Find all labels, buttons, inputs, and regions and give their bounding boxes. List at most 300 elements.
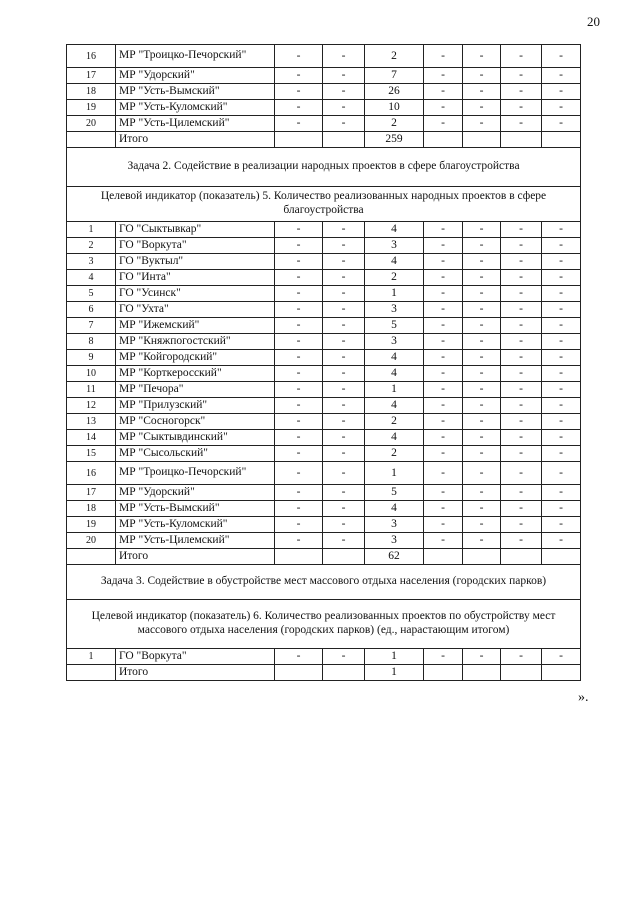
value-cell: - bbox=[542, 68, 581, 84]
municipality-name: МР "Усть-Цилемский" bbox=[116, 116, 275, 132]
empty-cell bbox=[67, 132, 116, 148]
value-cell: - bbox=[463, 286, 501, 302]
value-cell: - bbox=[424, 68, 463, 84]
value-cell: - bbox=[275, 222, 323, 238]
value-cell: - bbox=[501, 485, 542, 501]
row-number: 5 bbox=[67, 286, 116, 302]
table-row bbox=[67, 68, 581, 84]
value-cell: - bbox=[463, 398, 501, 414]
value-cell: - bbox=[424, 462, 463, 485]
value-cell: - bbox=[323, 302, 365, 318]
value-cell: - bbox=[275, 462, 323, 485]
value-cell: - bbox=[424, 382, 463, 398]
row-number: 16 bbox=[67, 462, 116, 485]
value-cell: - bbox=[542, 302, 581, 318]
value-cell: - bbox=[275, 100, 323, 116]
value-cell: - bbox=[275, 501, 323, 517]
value-cell: - bbox=[501, 222, 542, 238]
row-number: 19 bbox=[67, 517, 116, 533]
value-cell: - bbox=[275, 382, 323, 398]
value-cell: - bbox=[501, 517, 542, 533]
municipality-name: МР "Удорский" bbox=[116, 485, 275, 501]
value-cell: 7 bbox=[365, 68, 424, 84]
row-number: 18 bbox=[67, 84, 116, 100]
value-cell: - bbox=[275, 430, 323, 446]
value-cell: 4 bbox=[365, 366, 424, 382]
value-cell: 2 bbox=[365, 414, 424, 430]
value-cell: - bbox=[463, 649, 501, 665]
value-cell: 1 bbox=[365, 462, 424, 485]
value-cell: - bbox=[463, 350, 501, 366]
total-value: 259 bbox=[365, 132, 424, 148]
municipality-name: МР "Прилузский" bbox=[116, 398, 275, 414]
value-cell: - bbox=[463, 222, 501, 238]
value-cell: - bbox=[463, 45, 501, 68]
value-cell: - bbox=[501, 533, 542, 549]
empty-cell bbox=[275, 665, 323, 681]
municipality-name: МР "Койгородский" bbox=[116, 350, 275, 366]
row-number: 18 bbox=[67, 501, 116, 517]
municipality-name: МР "Ижемский" bbox=[116, 318, 275, 334]
value-cell: - bbox=[323, 462, 365, 485]
row-number: 17 bbox=[67, 68, 116, 84]
empty-cell bbox=[323, 549, 365, 565]
value-cell: - bbox=[275, 318, 323, 334]
empty-cell bbox=[501, 665, 542, 681]
value-cell: - bbox=[542, 116, 581, 132]
municipality-name: МР "Усть-Вымский" bbox=[116, 84, 275, 100]
table-row bbox=[67, 45, 581, 68]
table-row bbox=[67, 462, 581, 485]
value-cell: - bbox=[275, 649, 323, 665]
table-row bbox=[67, 366, 581, 382]
value-cell: - bbox=[542, 446, 581, 462]
value-cell: - bbox=[424, 100, 463, 116]
value-cell: - bbox=[323, 254, 365, 270]
row-number: 3 bbox=[67, 254, 116, 270]
value-cell: 10 bbox=[365, 100, 424, 116]
municipality-name: МР "Сосногорск" bbox=[116, 414, 275, 430]
municipality-name: МР "Троицко-Печорский" bbox=[116, 462, 275, 485]
total-label: Итого bbox=[116, 132, 275, 148]
value-cell: - bbox=[542, 350, 581, 366]
section-1-body bbox=[67, 45, 581, 148]
value-cell: - bbox=[501, 649, 542, 665]
empty-cell bbox=[501, 549, 542, 565]
municipality-name: МР "Княжпогостский" bbox=[116, 334, 275, 350]
row-number: 7 bbox=[67, 318, 116, 334]
value-cell: - bbox=[542, 485, 581, 501]
value-cell: - bbox=[323, 100, 365, 116]
row-number: 13 bbox=[67, 414, 116, 430]
value-cell: - bbox=[275, 286, 323, 302]
value-cell: - bbox=[323, 222, 365, 238]
value-cell: - bbox=[424, 254, 463, 270]
row-number: 20 bbox=[67, 533, 116, 549]
value-cell: - bbox=[501, 238, 542, 254]
row-number: 8 bbox=[67, 334, 116, 350]
table-row bbox=[67, 517, 581, 533]
value-cell: - bbox=[501, 318, 542, 334]
value-cell: - bbox=[463, 270, 501, 286]
table-row bbox=[67, 533, 581, 549]
value-cell: - bbox=[323, 334, 365, 350]
value-cell: - bbox=[542, 462, 581, 485]
value-cell: - bbox=[323, 350, 365, 366]
value-cell: 2 bbox=[365, 116, 424, 132]
value-cell: - bbox=[424, 116, 463, 132]
municipality-name: МР "Корткеросский" bbox=[116, 366, 275, 382]
value-cell: - bbox=[275, 350, 323, 366]
value-cell: - bbox=[542, 430, 581, 446]
row-number: 11 bbox=[67, 382, 116, 398]
value-cell: - bbox=[463, 68, 501, 84]
value-cell: - bbox=[501, 398, 542, 414]
value-cell: - bbox=[323, 318, 365, 334]
value-cell: - bbox=[463, 116, 501, 132]
value-cell: - bbox=[542, 649, 581, 665]
value-cell: - bbox=[323, 382, 365, 398]
row-number: 17 bbox=[67, 485, 116, 501]
table-row bbox=[67, 430, 581, 446]
value-cell: - bbox=[542, 286, 581, 302]
value-cell: 3 bbox=[365, 238, 424, 254]
value-cell: - bbox=[275, 334, 323, 350]
value-cell: - bbox=[463, 334, 501, 350]
table-row bbox=[67, 350, 581, 366]
row-number: 19 bbox=[67, 100, 116, 116]
value-cell: - bbox=[323, 116, 365, 132]
municipality-name: ГО "Воркута" bbox=[116, 649, 275, 665]
municipality-name: ГО "Воркута" bbox=[116, 238, 275, 254]
closing-mark: ». bbox=[578, 690, 589, 705]
value-cell: 4 bbox=[365, 398, 424, 414]
row-number: 15 bbox=[67, 446, 116, 462]
value-cell: 3 bbox=[365, 533, 424, 549]
value-cell: - bbox=[542, 382, 581, 398]
empty-cell bbox=[67, 665, 116, 681]
value-cell: - bbox=[424, 238, 463, 254]
value-cell: - bbox=[275, 45, 323, 68]
empty-cell bbox=[501, 132, 542, 148]
value-cell: - bbox=[501, 446, 542, 462]
value-cell: - bbox=[323, 446, 365, 462]
value-cell: 1 bbox=[365, 649, 424, 665]
empty-cell bbox=[323, 132, 365, 148]
value-cell: - bbox=[463, 446, 501, 462]
table-row bbox=[67, 485, 581, 501]
municipality-name: МР "Усть-Цилемский" bbox=[116, 533, 275, 549]
table-row bbox=[67, 302, 581, 318]
municipality-name: ГО "Ухта" bbox=[116, 302, 275, 318]
value-cell: - bbox=[542, 270, 581, 286]
table-row bbox=[67, 286, 581, 302]
value-cell: - bbox=[424, 286, 463, 302]
value-cell: - bbox=[424, 533, 463, 549]
value-cell: - bbox=[501, 462, 542, 485]
task-2-header bbox=[67, 148, 581, 222]
task-2-title: Задача 2. Содействие в реализации народных проектов в сфере благоустройства bbox=[67, 148, 581, 187]
value-cell: - bbox=[542, 238, 581, 254]
value-cell: - bbox=[275, 84, 323, 100]
value-cell: - bbox=[275, 366, 323, 382]
value-cell: - bbox=[501, 116, 542, 132]
table-row bbox=[67, 446, 581, 462]
empty-cell bbox=[463, 132, 501, 148]
value-cell: - bbox=[542, 222, 581, 238]
value-cell: - bbox=[424, 366, 463, 382]
row-number: 1 bbox=[67, 649, 116, 665]
value-cell: - bbox=[275, 270, 323, 286]
empty-cell bbox=[542, 549, 581, 565]
value-cell: - bbox=[542, 501, 581, 517]
value-cell: - bbox=[424, 485, 463, 501]
task-2-indicator: Целевой индикатор (показатель) 5. Количество реализованных народных проектов в сфере благоустройства bbox=[67, 187, 581, 222]
value-cell: 2 bbox=[365, 45, 424, 68]
municipality-name: ГО "Усинск" bbox=[116, 286, 275, 302]
value-cell: - bbox=[463, 414, 501, 430]
table-row bbox=[67, 238, 581, 254]
value-cell: - bbox=[424, 350, 463, 366]
empty-cell bbox=[275, 132, 323, 148]
task-3-body bbox=[67, 649, 581, 681]
value-cell: - bbox=[275, 485, 323, 501]
value-cell: - bbox=[501, 382, 542, 398]
value-cell: - bbox=[424, 302, 463, 318]
value-cell: - bbox=[323, 286, 365, 302]
value-cell: - bbox=[424, 517, 463, 533]
value-cell: 1 bbox=[365, 382, 424, 398]
value-cell: 3 bbox=[365, 334, 424, 350]
table-row bbox=[67, 398, 581, 414]
value-cell: - bbox=[323, 84, 365, 100]
table-row bbox=[67, 84, 581, 100]
value-cell: - bbox=[323, 501, 365, 517]
empty-cell bbox=[463, 549, 501, 565]
value-cell: - bbox=[501, 430, 542, 446]
page-number: 20 bbox=[587, 14, 600, 29]
value-cell: - bbox=[501, 100, 542, 116]
value-cell: - bbox=[275, 446, 323, 462]
table-row bbox=[67, 318, 581, 334]
row-number: 10 bbox=[67, 366, 116, 382]
value-cell: - bbox=[501, 254, 542, 270]
value-cell: - bbox=[463, 318, 501, 334]
table-row bbox=[67, 100, 581, 116]
value-cell: - bbox=[463, 501, 501, 517]
value-cell: - bbox=[542, 45, 581, 68]
municipality-name: МР "Печора" bbox=[116, 382, 275, 398]
allocation-table bbox=[66, 44, 581, 681]
municipality-name: МР "Удорский" bbox=[116, 68, 275, 84]
value-cell: - bbox=[424, 84, 463, 100]
empty-cell bbox=[463, 665, 501, 681]
task-3-indicator: Целевой индикатор (показатель) 6. Количество реализованных проектов по обустройству мест массового отдыха населения (городских парков) (ед., нарастающим итогом) bbox=[67, 600, 581, 649]
value-cell: - bbox=[501, 68, 542, 84]
value-cell: - bbox=[275, 517, 323, 533]
value-cell: - bbox=[424, 430, 463, 446]
total-row bbox=[67, 549, 581, 565]
value-cell: - bbox=[501, 366, 542, 382]
row-number: 9 bbox=[67, 350, 116, 366]
value-cell: - bbox=[275, 254, 323, 270]
value-cell: 5 bbox=[365, 485, 424, 501]
value-cell: - bbox=[424, 649, 463, 665]
value-cell: - bbox=[275, 533, 323, 549]
value-cell: - bbox=[501, 302, 542, 318]
value-cell: - bbox=[501, 84, 542, 100]
value-cell: - bbox=[542, 318, 581, 334]
value-cell: 2 bbox=[365, 270, 424, 286]
value-cell: - bbox=[424, 222, 463, 238]
value-cell: 26 bbox=[365, 84, 424, 100]
table-row bbox=[67, 382, 581, 398]
value-cell: - bbox=[542, 533, 581, 549]
value-cell: - bbox=[463, 462, 501, 485]
row-number: 20 bbox=[67, 116, 116, 132]
value-cell: - bbox=[542, 84, 581, 100]
empty-cell bbox=[275, 549, 323, 565]
table-row bbox=[67, 414, 581, 430]
value-cell: - bbox=[424, 45, 463, 68]
total-row bbox=[67, 665, 581, 681]
table-row bbox=[67, 222, 581, 238]
value-cell: - bbox=[424, 334, 463, 350]
empty-cell bbox=[542, 665, 581, 681]
value-cell: - bbox=[424, 270, 463, 286]
value-cell: - bbox=[323, 517, 365, 533]
value-cell: - bbox=[463, 254, 501, 270]
value-cell: - bbox=[542, 334, 581, 350]
value-cell: - bbox=[463, 302, 501, 318]
value-cell: - bbox=[275, 398, 323, 414]
value-cell: - bbox=[501, 501, 542, 517]
total-label: Итого bbox=[116, 549, 275, 565]
value-cell: 4 bbox=[365, 430, 424, 446]
value-cell: - bbox=[424, 446, 463, 462]
empty-cell bbox=[424, 665, 463, 681]
value-cell: - bbox=[463, 84, 501, 100]
value-cell: 4 bbox=[365, 350, 424, 366]
row-number: 6 bbox=[67, 302, 116, 318]
value-cell: 3 bbox=[365, 302, 424, 318]
value-cell: - bbox=[542, 414, 581, 430]
total-value: 1 bbox=[365, 665, 424, 681]
value-cell: 4 bbox=[365, 222, 424, 238]
value-cell: - bbox=[463, 100, 501, 116]
value-cell: - bbox=[501, 286, 542, 302]
municipality-name: ГО "Вуктыл" bbox=[116, 254, 275, 270]
task-2-body bbox=[67, 222, 581, 565]
municipality-name: МР "Усть-Куломский" bbox=[116, 100, 275, 116]
value-cell: - bbox=[323, 430, 365, 446]
row-number: 14 bbox=[67, 430, 116, 446]
value-cell: - bbox=[424, 318, 463, 334]
value-cell: - bbox=[424, 398, 463, 414]
empty-cell bbox=[424, 549, 463, 565]
value-cell: - bbox=[463, 485, 501, 501]
municipality-name: МР "Сыктывдинский" bbox=[116, 430, 275, 446]
total-row bbox=[67, 132, 581, 148]
value-cell: - bbox=[323, 485, 365, 501]
task-3-header bbox=[67, 565, 581, 649]
table-row bbox=[67, 116, 581, 132]
value-cell: - bbox=[275, 414, 323, 430]
value-cell: - bbox=[323, 649, 365, 665]
value-cell: - bbox=[275, 68, 323, 84]
value-cell: - bbox=[501, 270, 542, 286]
value-cell: 4 bbox=[365, 254, 424, 270]
row-number: 4 bbox=[67, 270, 116, 286]
value-cell: - bbox=[501, 350, 542, 366]
value-cell: 1 bbox=[365, 286, 424, 302]
value-cell: - bbox=[323, 533, 365, 549]
value-cell: - bbox=[323, 398, 365, 414]
municipality-name: МР "Сысольский" bbox=[116, 446, 275, 462]
value-cell: - bbox=[463, 533, 501, 549]
table-row bbox=[67, 254, 581, 270]
value-cell: - bbox=[463, 430, 501, 446]
value-cell: - bbox=[501, 45, 542, 68]
value-cell: 4 bbox=[365, 501, 424, 517]
value-cell: - bbox=[323, 414, 365, 430]
municipality-name: МР "Усть-Куломский" bbox=[116, 517, 275, 533]
value-cell: 5 bbox=[365, 318, 424, 334]
row-number: 12 bbox=[67, 398, 116, 414]
task-3-title: Задача 3. Содействие в обустройстве мест массового отдыха населения (городских парков) bbox=[67, 565, 581, 600]
value-cell: - bbox=[501, 334, 542, 350]
empty-cell bbox=[323, 665, 365, 681]
value-cell: - bbox=[323, 366, 365, 382]
table-row bbox=[67, 501, 581, 517]
value-cell: 3 bbox=[365, 517, 424, 533]
value-cell: 2 bbox=[365, 446, 424, 462]
value-cell: - bbox=[275, 302, 323, 318]
empty-cell bbox=[542, 132, 581, 148]
value-cell: - bbox=[542, 398, 581, 414]
value-cell: - bbox=[275, 238, 323, 254]
value-cell: - bbox=[542, 517, 581, 533]
value-cell: - bbox=[424, 501, 463, 517]
value-cell: - bbox=[542, 100, 581, 116]
table-row bbox=[67, 649, 581, 665]
value-cell: - bbox=[424, 414, 463, 430]
value-cell: - bbox=[463, 382, 501, 398]
value-cell: - bbox=[542, 366, 581, 382]
value-cell: - bbox=[323, 45, 365, 68]
value-cell: - bbox=[501, 414, 542, 430]
value-cell: - bbox=[275, 116, 323, 132]
value-cell: - bbox=[463, 238, 501, 254]
table-row bbox=[67, 334, 581, 350]
value-cell: - bbox=[323, 270, 365, 286]
municipality-name: ГО "Инта" bbox=[116, 270, 275, 286]
value-cell: - bbox=[323, 238, 365, 254]
municipality-name: МР "Троицко-Печорский" bbox=[116, 45, 275, 68]
row-number: 1 bbox=[67, 222, 116, 238]
value-cell: - bbox=[463, 517, 501, 533]
value-cell: - bbox=[542, 254, 581, 270]
total-value: 62 bbox=[365, 549, 424, 565]
row-number: 16 bbox=[67, 45, 116, 68]
empty-cell bbox=[424, 132, 463, 148]
row-number: 2 bbox=[67, 238, 116, 254]
value-cell: - bbox=[323, 68, 365, 84]
table-row bbox=[67, 270, 581, 286]
municipality-name: МР "Усть-Вымский" bbox=[116, 501, 275, 517]
empty-cell bbox=[67, 549, 116, 565]
total-label: Итого bbox=[116, 665, 275, 681]
